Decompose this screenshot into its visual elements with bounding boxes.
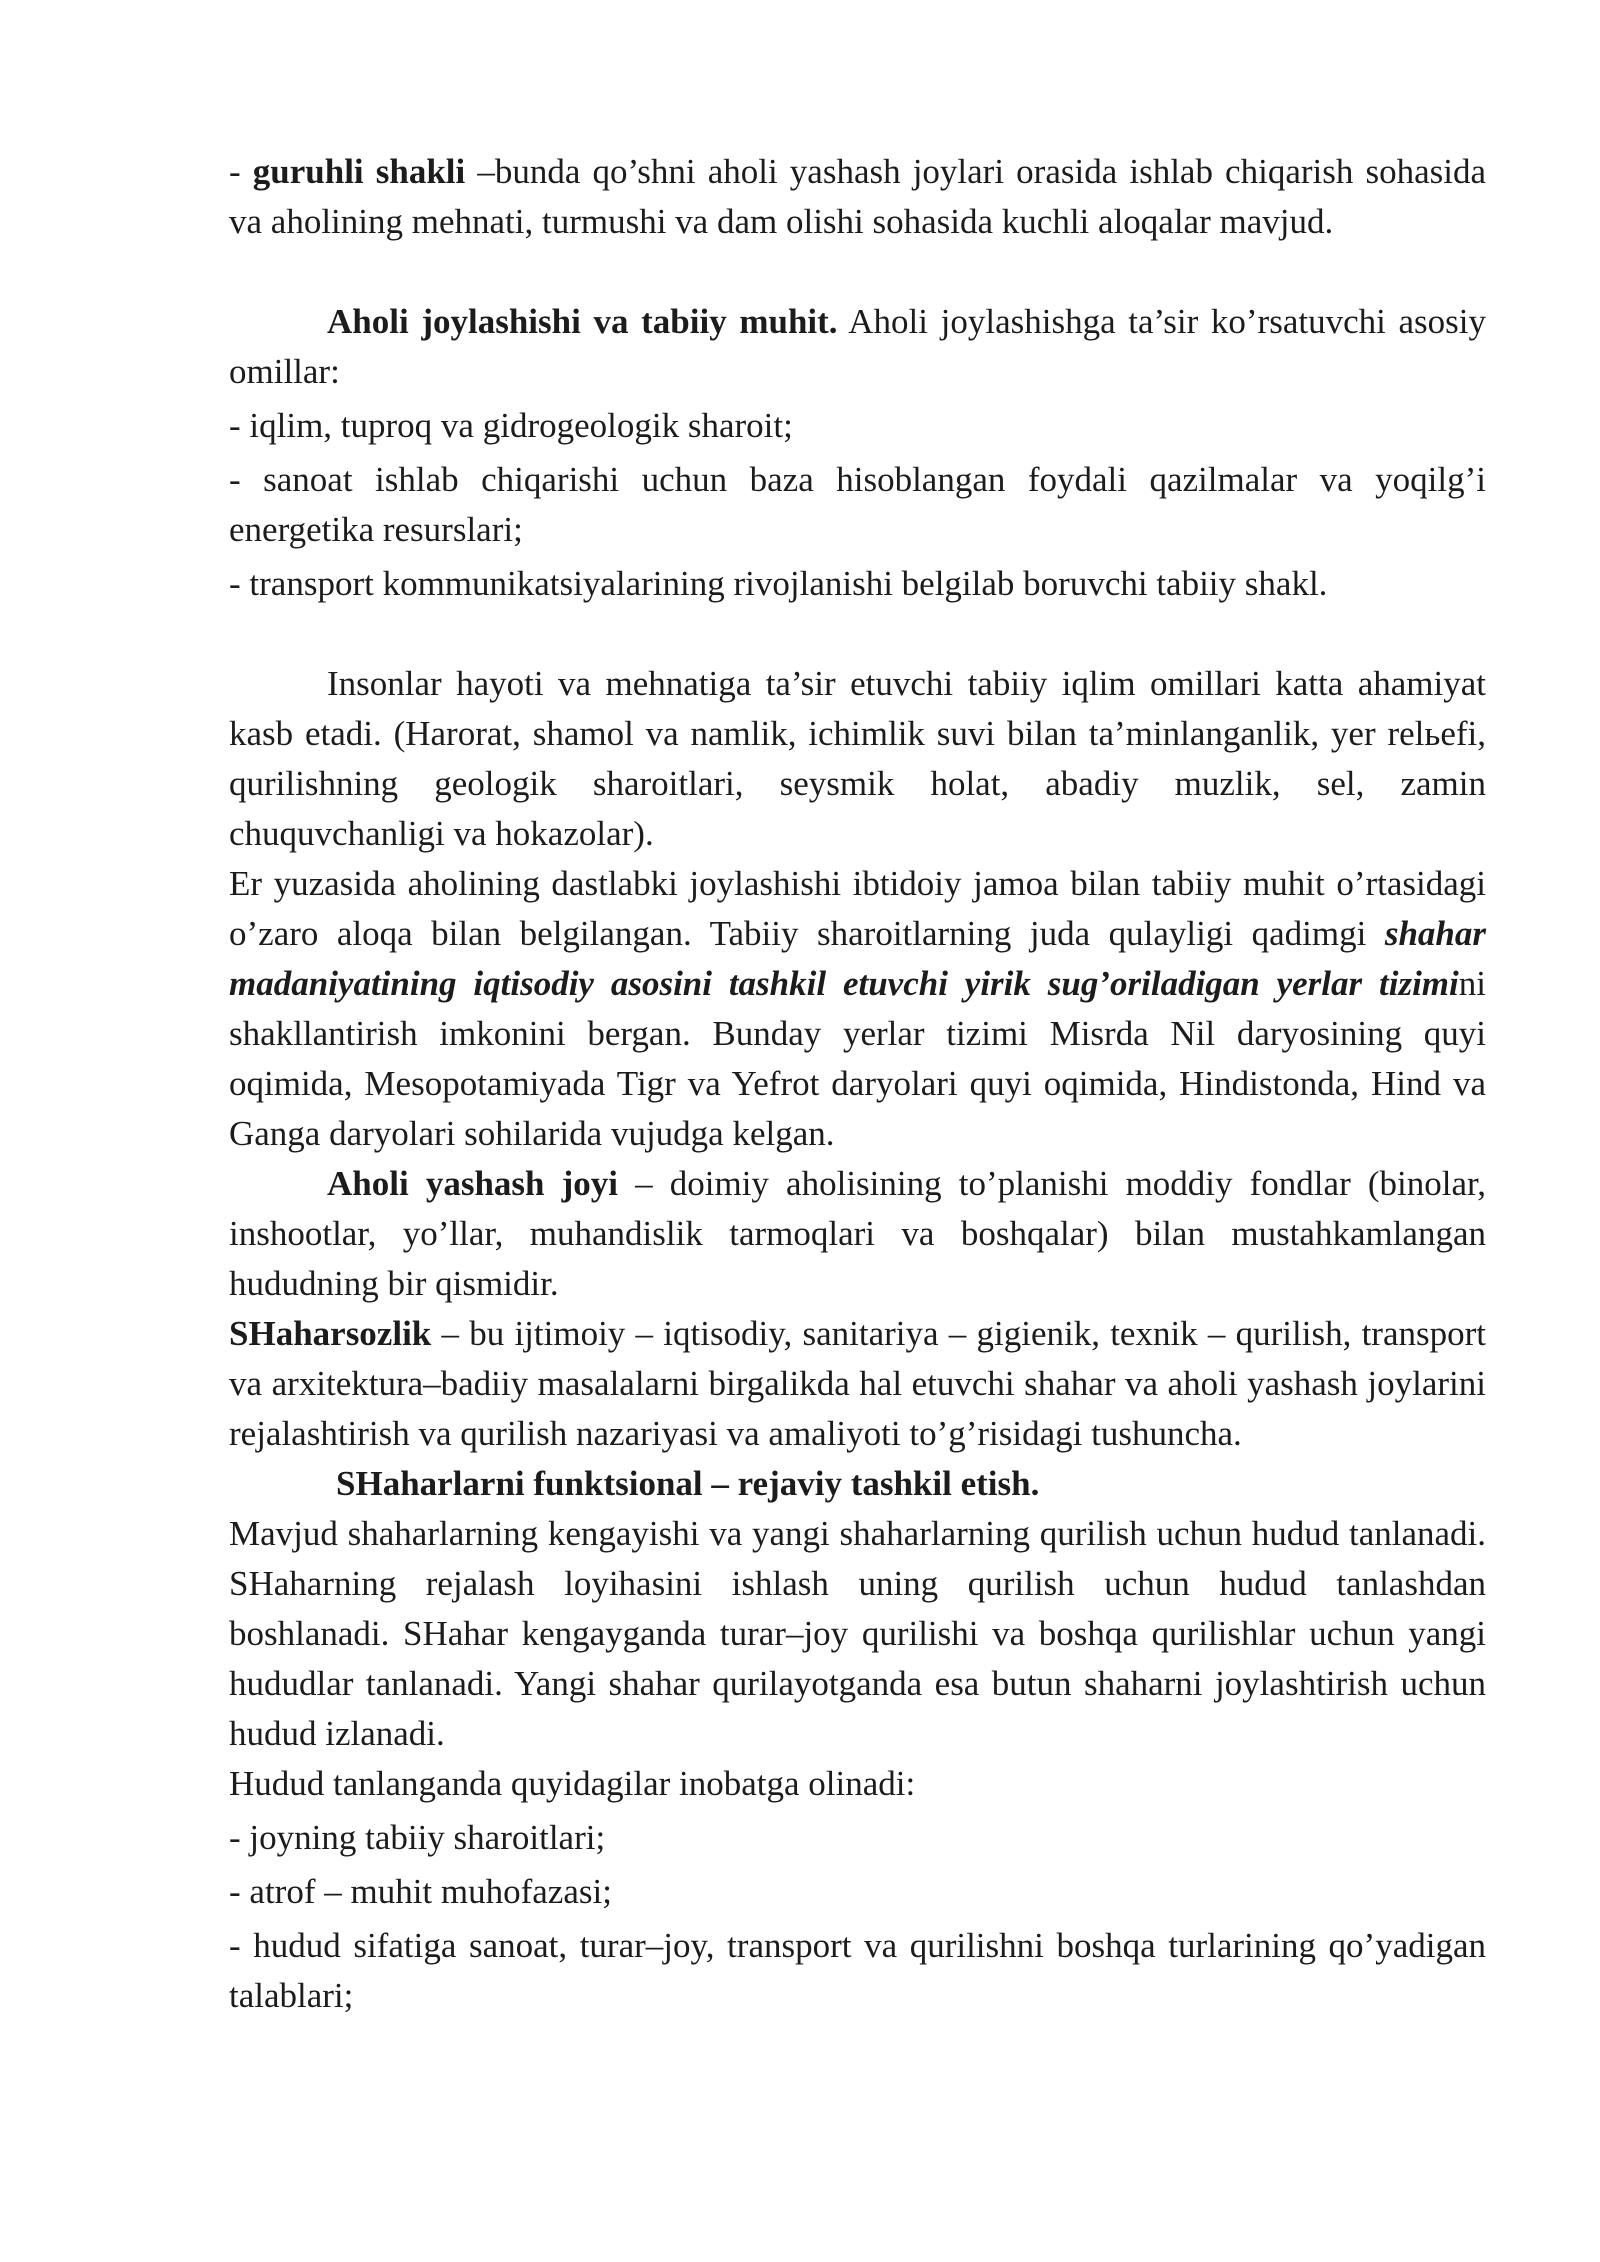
document-page — [229, 147, 1486, 2021]
list-item-factor: - iqlim, tuproq va gidrogeologik sharoit; — [229, 406, 793, 445]
paragraph-site-selection: Mavjud shaharlarning kengayishi va yangi shaharlarning qurilish uchun hudud tanlanadi. SHaharning rejalash loyihasini ishlash uning qurilish uchun hudud tanlashdan boshlanadi. SHahar kengayganda turar–joy qurilishi va boshqa qurilishlar uchun yangi hududlar tanlanadi. Yangi shahar qurilayotganda esa butun shaharni joylashtirish uchun hudud izlanadi. — [229, 1514, 1486, 1753]
list-item-factor: - sanoat ishlab chiqarishi uchun baza hisoblangan foydali qazilmalar va yoqilg’i energetika resurslari; — [229, 460, 1486, 549]
term-guruhli-shakli: guruhli shakli — [252, 152, 466, 191]
paragraph-criteria-intro: Hudud tanlanganda quyidagilar inobatga olinadi: — [229, 1764, 916, 1803]
paragraph-settlement-environment — [229, 297, 1486, 397]
paragraph-climate-factors: Insonlar hayoti va mehnatiga ta’sir etuvchi tabiiy iqlim omillari katta ahamiyat kasb etadi. (Harorat, shamol va namlik, ichimlik suvi bilan ta’minlanganlik, yer relьefi, qurilishning geologik sharoitlari, seysmik holat, abadiy muzlik, sel, zamin chuquvchanligi va hokazolar). — [229, 664, 1486, 853]
list-item-criterion: - joyning tabiiy sharoitlari; — [229, 1818, 606, 1857]
spacer — [229, 609, 1486, 659]
list-item-factor: - transport kommunikatsiyalarining rivojlanishi belgilab boruvchi tabiiy shakl. — [229, 564, 1328, 603]
paragraph-early-settlement: Er yuzasida aholining dastlabki joylashishi ibtidoiy jamoa bilan tabiiy muhit o’rtasidagi o’zaro aloqa bilan belgilangan. Tabiiy sharoitlarning juda qulayligi qadimgi shahar madaniyatining iqtisodiy asosini tashkil etuvchi yirik sug’oriladigan yerlar tizimini shakllantirish imkonini bergan. Bunday yerlar tizimi Misrda Nil daryosining quyi oqimida, Mesopotamiyada Tigr va Yefrot daryolari quyi oqimida, Hindistonda, Hind va Ganga daryolari sohilarida vujudga kelgan. — [229, 864, 1486, 1153]
paragraph-group-form — [229, 147, 1486, 247]
section-heading: SHaharlarni funktsional – rejaviy tashkil etish. — [336, 1464, 1040, 1503]
paragraph-settlement-definition: Aholi yashash joyi – doimiy aholisining to’planishi moddiy fondlar (binolar, inshootlar, yo’llar, muhandislik tarmoqlari va boshqalar) bilan mustahkamlangan hududning bir qismidir. — [229, 1164, 1486, 1303]
list-item-criterion: - hudud sifatiga sanoat, turar–joy, transport va qurilishni boshqa turlarining qo’yadigan talablari; — [229, 1926, 1486, 2015]
paragraph-text: Aholi joylashishga ta’sir ko’rsatuvchi asosiy omillar: — [229, 302, 1486, 391]
spacer — [229, 247, 1486, 297]
list-item-criterion: - atrof – muhit muhofazasi; — [229, 1872, 612, 1911]
paragraph-text: –bunda qo’shni aholi yashash joylari orasida ishlab chiqarish sohasida va aholining mehnati, turmushi va dam olishi sohasida kuchli aloqalar mavjud. — [229, 152, 1486, 241]
list-dash: - — [229, 152, 253, 191]
term-shaharsozlik: SHaharsozlik — [229, 1314, 432, 1353]
paragraph-urban-planning-definition: SHaharsozlik – bu ijtimoiy – iqtisodiy, sanitariya – gigienik, texnik – qurilish, transport va arxitektura–badiiy masalalarni birgalikda hal etuvchi shahar va aholi yashash joylarini rejalashtirish va qurilish nazariyasi va amaliyoti to’g’risidagi tushuncha. — [229, 1314, 1486, 1453]
section-title-settlement: Aholi joylashishi va tabiiy muhit. — [327, 302, 838, 341]
emphasis-irrigation-systems: shahar madaniyatining iqtisodiy asosini tashkil etuvchi yirik sug’oriladigan yerlar tizimi — [229, 914, 1486, 1003]
term-aholi-yashash-joyi: Aholi yashash joyi — [327, 1164, 618, 1203]
